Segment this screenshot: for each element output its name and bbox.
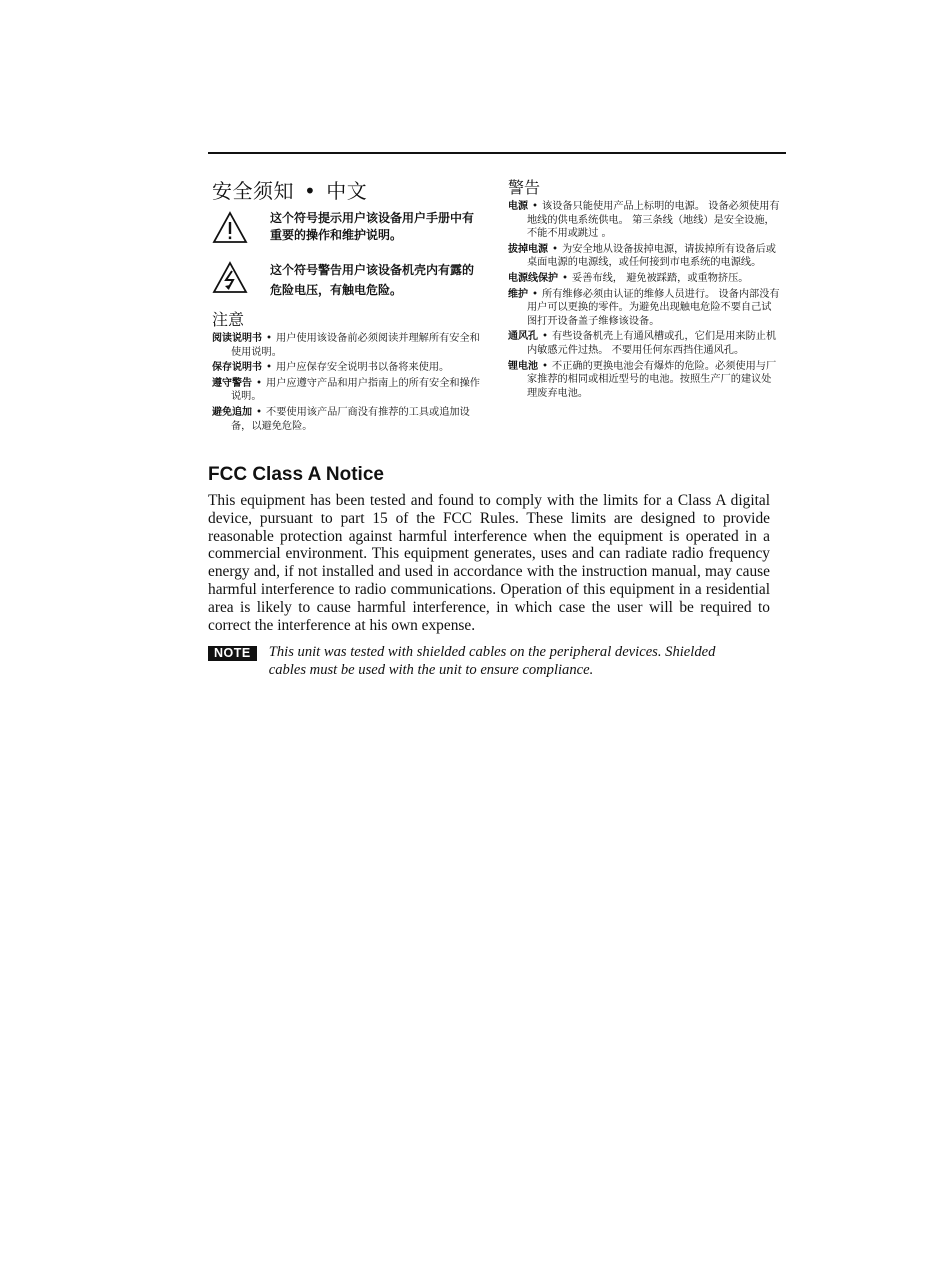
note-badge: NOTE	[208, 646, 257, 661]
fcc-body: This equipment has been tested and found to comply with the limits for a Class A digital device, pursuant to part 15 of the FCC Rules. These limits are designed to provide reasonable protection against harmful interference when the equipment is operated in a commercial environment. This equipment generates, uses and can radiate radio frequency energy and, if not installed and used in accordance with the instruction manual, may cause harmful interference to radio communications. Operation of this equipment in a residential area is likely to cause harmful interference, in which case the user will be required to correct the interference at his own expense.	[208, 492, 770, 634]
warning-column	[508, 178, 780, 400]
lightning-triangle-icon	[212, 260, 248, 296]
list-item: 拔掉电源 • 为安全地从设备拔掉电源，请拔掉所有设备后或桌面电源的电源线，或任何接到市电系统的电源线。	[508, 243, 776, 269]
list-item: 锂电池 • 不正确的更换电池会有爆炸的危险。必须使用与厂家推荐的相同或相近型号的电池。按照生产厂的建议处理废弃电池。	[508, 360, 777, 399]
fcc-notice	[208, 462, 770, 680]
list-item: 维护 • 所有维修必须由认证的维修人员进行。 设备内部没有用户可以更换的零件。为避免出现触电危险不要自己试图打开设备盖子维修该设备。	[508, 288, 780, 327]
safety-column	[212, 178, 482, 433]
voltage-symbol-text: 这个符号警告用户该设备机壳内有露的危险电压，有触电危险。	[270, 263, 475, 297]
list-item: 电源线保护 • 妥善布线， 避免被踩踏，或重物挤压。	[508, 272, 749, 284]
note-text: This unit was tested with shielded cables on the peripheral devices. Shielded cables must be used with the unit to ensure compliance.	[268, 644, 716, 679]
list-item: 遵守警告 • 用户应遵守产品和用户指南上的所有安全和操作说明。	[212, 377, 480, 403]
symbol-row-warning	[212, 210, 482, 246]
warning-symbol-text: 这个符号提示用户该设备用户手册中有重要的操作和维护说明。	[270, 211, 475, 242]
list-item: 电源 • 该设备只能使用产品上标明的电源。 设备必须使用有地线的供电系统供电。 第三条线（地线）是安全设施，不能不用或跳过 。	[508, 201, 780, 240]
list-item: 保存说明书 • 用户应保存安全说明书以备将来使用。	[212, 362, 450, 374]
top-rule	[208, 152, 786, 154]
symbol-row-voltage	[212, 260, 482, 300]
notice-list	[212, 332, 482, 433]
fcc-title: FCC Class A Notice	[208, 464, 384, 485]
warning-heading: 警告	[508, 178, 541, 197]
list-item: 通风孔 • 有些设备机壳上有通风槽或孔，它们是用来防止机内敏感元件过热。 不要用任何东西挡住通风孔。	[508, 331, 777, 356]
warning-list	[508, 200, 780, 400]
safety-title: 安全须知 • 中文	[212, 179, 368, 203]
list-item: 阅读说明书 • 用户使用该设备前必须阅读并理解所有安全和使用说明。	[212, 333, 480, 358]
list-item: 避免追加 • 不要使用该产品厂商没有推荐的工具或追加设备，以避免危险。	[212, 406, 470, 432]
warning-triangle-icon	[212, 210, 248, 246]
notice-heading: 注意	[212, 310, 245, 329]
fcc-note	[208, 646, 770, 680]
